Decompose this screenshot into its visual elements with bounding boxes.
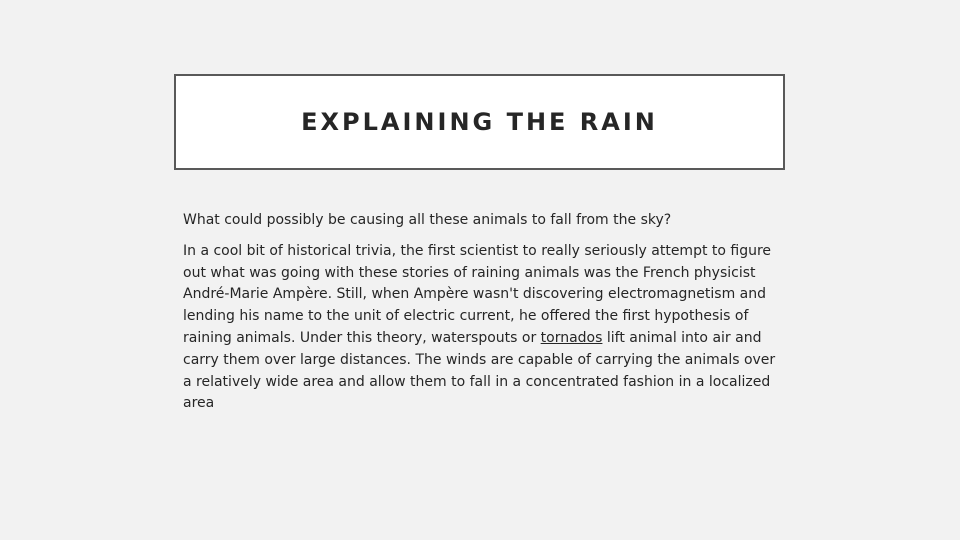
- slide-title: EXPLAINING THE RAIN: [301, 108, 658, 136]
- explanation-text-end: lift animal into air and carry them over large distances. The winds are capable of carrying the animals over a relatively wide area and allow them to fall in a concentrated fashion in a localized area: [183, 329, 776, 412]
- tornados-link[interactable]: tornados: [540, 329, 603, 346]
- explanation-paragraph: [183, 241, 783, 415]
- title-box: [174, 74, 785, 170]
- question-paragraph: What could possibly be causing all these animals to fall from the sky?: [183, 212, 672, 228]
- explanation-text-start: In a cool bit of historical trivia, the first scientist to really seriously attempt to figure out what was going with these stories of raining animals was the French physicist André-Marie Ampère. Still, when Ampère wasn't discovering electromagnetism and lending his name to the unit of electric current, he offered the first hypothesis of raining animals. Under this theory, waterspouts or: [183, 242, 772, 346]
- slide-body: [183, 210, 783, 415]
